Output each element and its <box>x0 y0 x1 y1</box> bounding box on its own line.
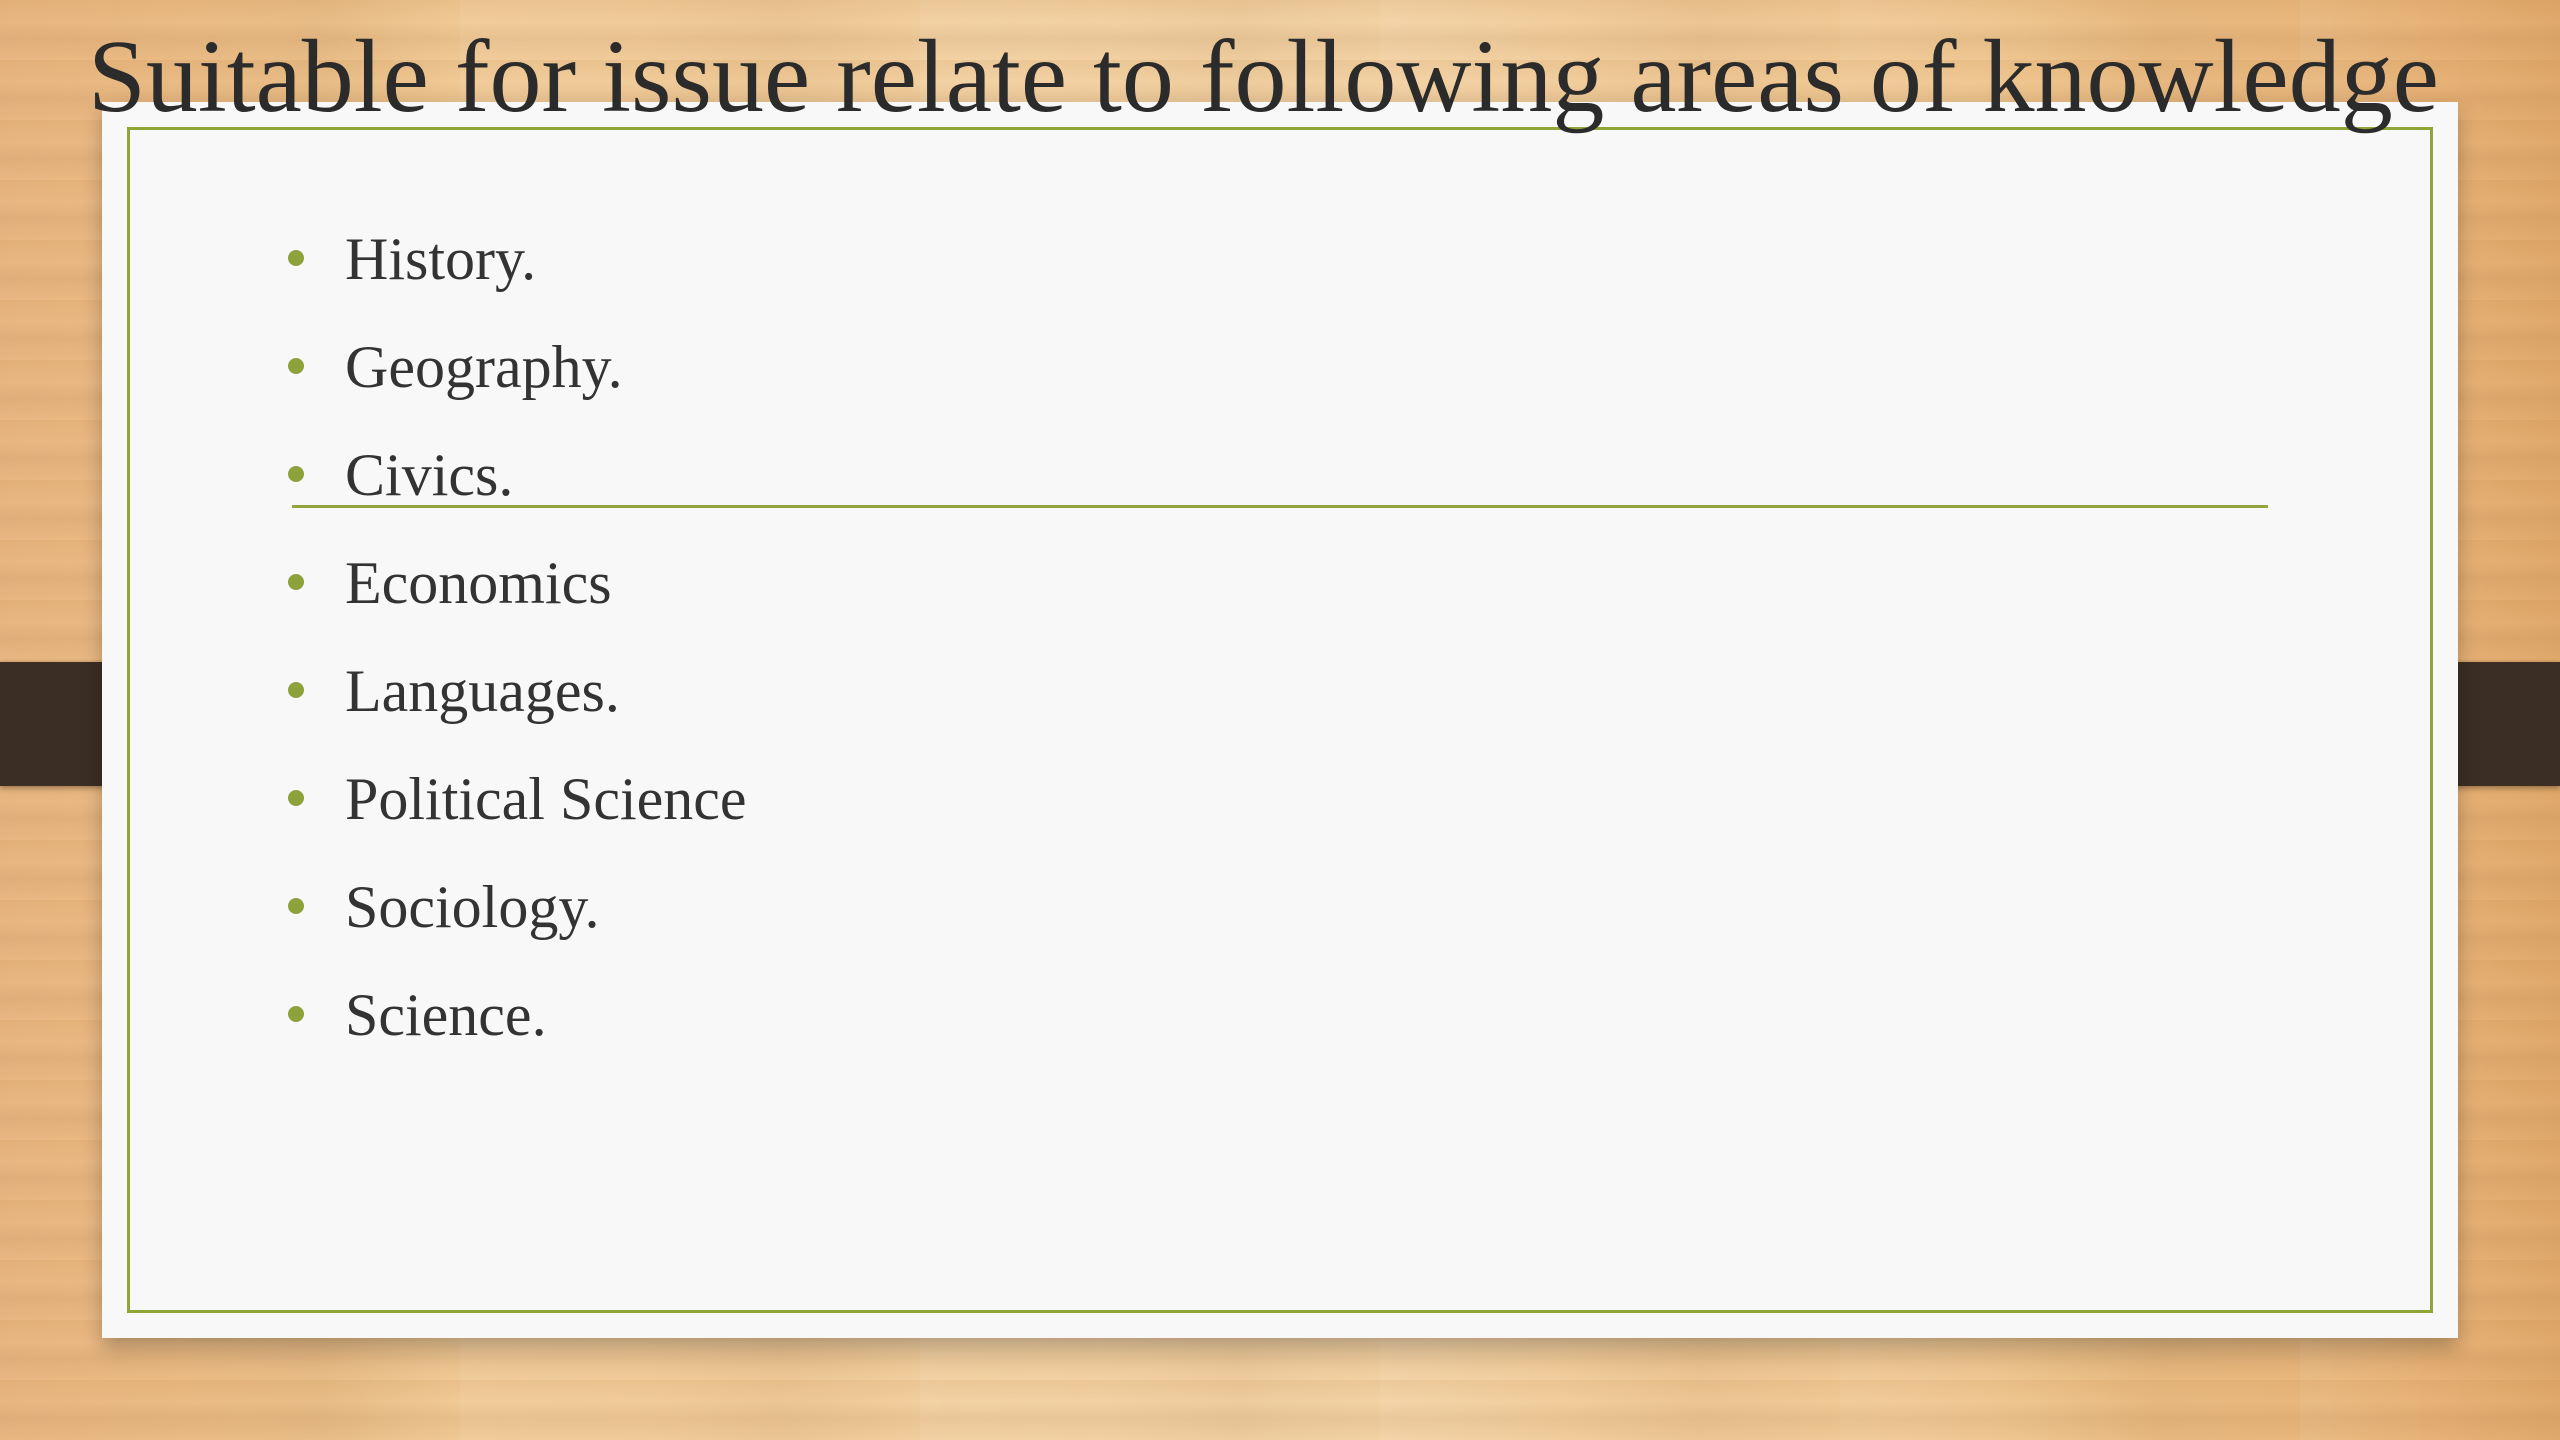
knowledge-areas-list <box>280 205 747 1069</box>
list-item <box>280 529 747 637</box>
list-item-label: Languages. <box>345 657 620 724</box>
list-item <box>280 421 747 529</box>
list-item-label: History. <box>345 225 537 292</box>
bullet-icon <box>288 250 304 266</box>
list-item <box>280 313 747 421</box>
list-item-label: Sociology. <box>345 873 600 940</box>
bullet-icon <box>288 574 304 590</box>
bullet-icon <box>288 682 304 698</box>
bullet-icon <box>288 1006 304 1022</box>
list-item <box>280 205 747 313</box>
list-item <box>280 745 747 853</box>
bullet-icon <box>288 466 304 482</box>
list-item <box>280 961 747 1069</box>
bullet-icon <box>288 790 304 806</box>
list-item <box>280 637 747 745</box>
list-item-label: Civics. <box>345 441 514 508</box>
list-item-label: Science. <box>345 981 547 1048</box>
list-item-label: Geography. <box>345 333 623 400</box>
bullet-icon <box>288 898 304 914</box>
list-item-label: Economics <box>345 549 612 616</box>
slide-title: Suitable for issue relate to following areas of knowledge <box>88 19 2439 134</box>
list-item <box>280 853 747 961</box>
list-item-label: Political Science <box>345 765 747 832</box>
bullet-icon <box>288 358 304 374</box>
